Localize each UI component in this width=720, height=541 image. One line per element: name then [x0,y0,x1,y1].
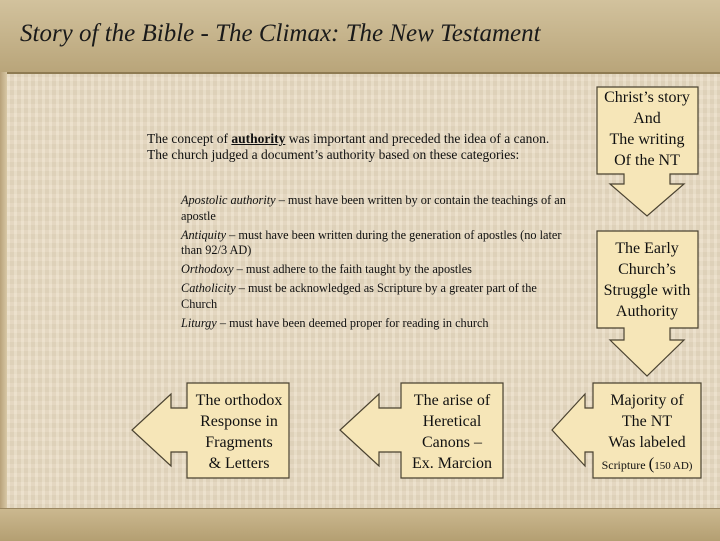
criterion-term: Orthodoxy [181,262,234,277]
intro-paragraph [147,131,567,163]
flow-box-early-church [597,238,697,322]
flow-box-heretical-canons [401,390,503,474]
criterion-apostolic [181,193,566,225]
box-line: Of the NT [614,152,680,169]
bottom-bar [0,508,720,541]
flow-box-christs-story [597,87,697,171]
box-line: The orthodox [195,392,283,409]
scripture-year: 150 AD) [654,460,693,472]
criterion-catholicity [181,281,566,313]
criterion-term: Liturgy [181,315,217,330]
box-line: Canons – [422,434,482,451]
criterion-text: – must have been written during the generation of apostles (no later than 92/3 AD) [181,227,562,258]
criteria-list [181,193,566,334]
criterion-text: – must adhere to the faith taught by the apostles [233,262,472,277]
criterion-liturgy [181,316,566,332]
box-line: And [633,110,661,127]
box-line: Ex. Marcion [412,455,492,472]
intro-text-after: was important and preceded the idea of a canon. The church judged a document’s authority based on these categories: [147,131,550,162]
criterion-term: Antiquity [181,227,227,242]
criterion-text: – must have been deemed proper for reading in church [216,315,489,330]
box-line: Was labeled [608,434,686,451]
box-line: Authority [615,303,679,320]
box-line: Fragments [205,434,273,451]
box-line: Christ’s story [604,89,690,106]
criterion-text: – must have been written by or contain the teachings of an apostle [181,193,566,223]
box-line: Response in [200,413,278,430]
criterion-text: – must be acknowledged as Scripture by a greater part of the Church [181,280,537,311]
box-line: Majority of [610,392,684,409]
box-line: Struggle with [603,282,691,299]
flow-box-orthodox-response [188,390,290,474]
criterion-antiquity [181,228,566,260]
criterion-orthodoxy [181,262,566,278]
box-line: The arise of [413,392,491,409]
box-line: The writing [609,131,685,148]
box-line: The Early [615,240,679,257]
box-line: Church’s [618,261,676,278]
criterion-term: Apostolic authority [181,193,276,207]
box-line: Heretical [422,413,482,430]
box-line: The NT [621,413,673,430]
criterion-term: Catholicity [181,280,236,295]
slide-title: Story of the Bible - The Climax: The New Testament [20,20,541,47]
intro-highlight-authority: authority [231,131,286,146]
left-edge-strip [0,72,7,540]
scripture-word: Scripture [601,458,646,472]
flow-box-majority-nt [592,390,702,477]
scripture-paren: ( [648,454,655,473]
box-line: & Letters [208,455,270,472]
box-line-scripture [592,453,702,477]
intro-text-before: The concept of [147,131,232,146]
title-bar [0,0,720,74]
